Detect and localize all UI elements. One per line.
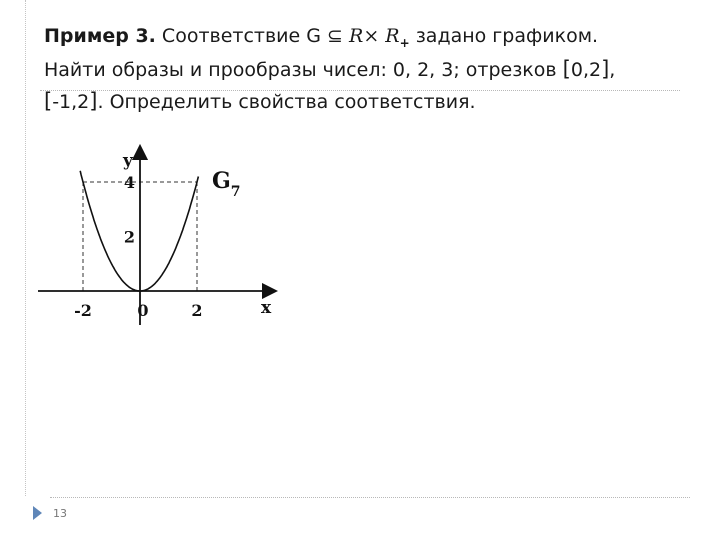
comma: , — [609, 59, 616, 81]
set-r-first: R — [342, 25, 364, 47]
y-tick-label-1: 4 — [123, 173, 135, 192]
example-heading: Пример 3. — [44, 25, 156, 47]
bracket-close-2: ] — [89, 89, 98, 113]
title-text-2: задано графиком. — [409, 25, 599, 47]
x-tick-label-1: 0 — [137, 301, 149, 320]
y-axis-label: y — [123, 151, 133, 171]
nav-arrow-icon — [33, 506, 42, 520]
graph-label — [212, 168, 241, 200]
x-axis-label: x — [261, 298, 272, 318]
set-r-second: R — [379, 25, 400, 47]
bracket-open-2: [ — [44, 89, 53, 113]
slide-number: 13 — [53, 507, 67, 520]
times-symbol: × — [363, 25, 380, 47]
graph-label-letter: G — [212, 168, 231, 194]
task-text-2: . Определить свойства соответствия. — [97, 91, 476, 113]
segment-1: 0,2 — [570, 59, 602, 81]
graph-label-subscript: 7 — [230, 184, 241, 200]
bracket-open-1: [ — [562, 57, 571, 81]
task-text-1: Найти образы и прообразы чисел: 0, 2, 3; отрезков — [44, 59, 563, 81]
x-tick-label-2: 2 — [191, 301, 203, 320]
subset-symbol: ⊆ — [327, 25, 343, 47]
x-tick-label-0: -2 — [74, 301, 92, 320]
title-text-1: Соответствие G — [155, 25, 328, 47]
segment-2: -1,2 — [52, 91, 90, 113]
bracket-close-1: ] — [601, 57, 610, 81]
y-tick-label-0: 2 — [123, 227, 135, 247]
plus-subscript: + — [399, 36, 410, 50]
